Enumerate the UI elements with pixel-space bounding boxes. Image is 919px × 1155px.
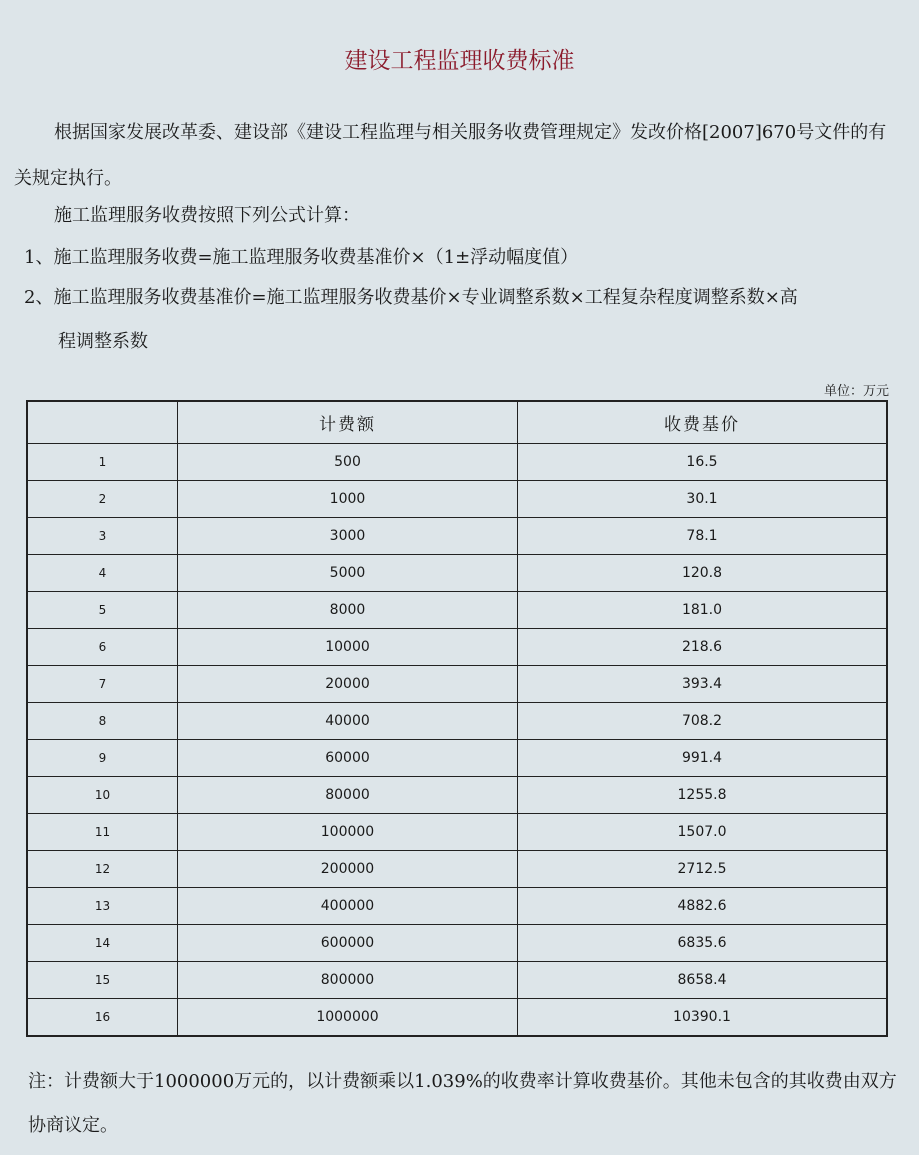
row-fee-amount: 3000: [178, 518, 518, 555]
row-base-price: 1507.0: [518, 814, 888, 851]
table-body: [27, 444, 887, 1037]
row-index: 7: [27, 666, 178, 703]
row-base-price: 1255.8: [518, 777, 888, 814]
row-fee-amount: 40000: [178, 703, 518, 740]
table-row: [27, 777, 887, 814]
table-row: [27, 555, 887, 592]
row-base-price: 991.4: [518, 740, 888, 777]
row-fee-amount: 5000: [178, 555, 518, 592]
page-title: 建设工程监理收费标准: [344, 48, 575, 74]
calculation-intro: 施工监理服务收费按照下列公式计算：: [54, 205, 360, 226]
table-row: [27, 481, 887, 518]
row-fee-amount: 60000: [178, 740, 518, 777]
row-index: 2: [27, 481, 178, 518]
row-base-price: 4882.6: [518, 888, 888, 925]
table-row: [27, 703, 887, 740]
row-base-price: 8658.4: [518, 962, 888, 999]
row-fee-amount: 400000: [178, 888, 518, 925]
unit-label: 单位：万元: [823, 384, 889, 399]
row-index: 12: [27, 851, 178, 888]
row-base-price: 2712.5: [518, 851, 888, 888]
table-row: [27, 925, 887, 962]
header-base-price: 收费基价: [518, 401, 888, 444]
regulation-paragraph: [14, 110, 894, 202]
row-fee-amount: 8000: [178, 592, 518, 629]
row-base-price: 78.1: [518, 518, 888, 555]
row-base-price: 16.5: [518, 444, 888, 481]
row-index: 14: [27, 925, 178, 962]
header-fee-amount: 计费额: [178, 401, 518, 444]
table-row: [27, 999, 887, 1037]
row-fee-amount: 100000: [178, 814, 518, 851]
row-fee-amount: 10000: [178, 629, 518, 666]
row-base-price: 10390.1: [518, 999, 888, 1037]
row-index: 10: [27, 777, 178, 814]
row-base-price: 708.2: [518, 703, 888, 740]
table-row: [27, 851, 887, 888]
row-index: 8: [27, 703, 178, 740]
row-index: 4: [27, 555, 178, 592]
table-row: [27, 740, 887, 777]
formula-1: 1、施工监理服务收费=施工监理服务收费基准价×（1±浮动幅度值）: [24, 247, 579, 268]
row-fee-amount: 800000: [178, 962, 518, 999]
fee-table: [26, 400, 888, 1037]
row-index: 5: [27, 592, 178, 629]
row-fee-amount: 500: [178, 444, 518, 481]
table-header-row: [27, 401, 887, 444]
row-base-price: 181.0: [518, 592, 888, 629]
row-base-price: 30.1: [518, 481, 888, 518]
row-fee-amount: 20000: [178, 666, 518, 703]
row-base-price: 218.6: [518, 629, 888, 666]
row-fee-amount: 200000: [178, 851, 518, 888]
formula-2-line-1: 2、施工监理服务收费基准价=施工监理服务收费基价×专业调整系数×工程复杂程度调整系数×高: [24, 287, 798, 308]
row-fee-amount: 80000: [178, 777, 518, 814]
footnote: 注：计费额大于1000000万元的，以计费额乘以1.039%的收费率计算收费基价。其他未包含的其收费由双方协商议定。: [28, 1071, 897, 1136]
table-row: [27, 814, 887, 851]
row-fee-amount: 1000000: [178, 999, 518, 1037]
row-index: 13: [27, 888, 178, 925]
row-fee-amount: 1000: [178, 481, 518, 518]
row-index: 16: [27, 999, 178, 1037]
table-row: [27, 592, 887, 629]
table-row: [27, 444, 887, 481]
formula-2-line-2: 程调整系数: [58, 331, 148, 352]
row-index: 15: [27, 962, 178, 999]
row-index: 1: [27, 444, 178, 481]
row-base-price: 6835.6: [518, 925, 888, 962]
row-index: 9: [27, 740, 178, 777]
table-row: [27, 629, 887, 666]
header-index: [27, 401, 178, 444]
row-index: 6: [27, 629, 178, 666]
table-row: [27, 962, 887, 999]
row-base-price: 393.4: [518, 666, 888, 703]
regulation-text: 根据国家发展改革委、建设部《建设工程监理与相关服务收费管理规定》发改价格[2007]670号文件的有关规定执行。: [14, 122, 887, 189]
row-fee-amount: 600000: [178, 925, 518, 962]
table-row: [27, 666, 887, 703]
table-row: [27, 518, 887, 555]
table-row: [27, 888, 887, 925]
row-index: 3: [27, 518, 178, 555]
row-base-price: 120.8: [518, 555, 888, 592]
row-index: 11: [27, 814, 178, 851]
